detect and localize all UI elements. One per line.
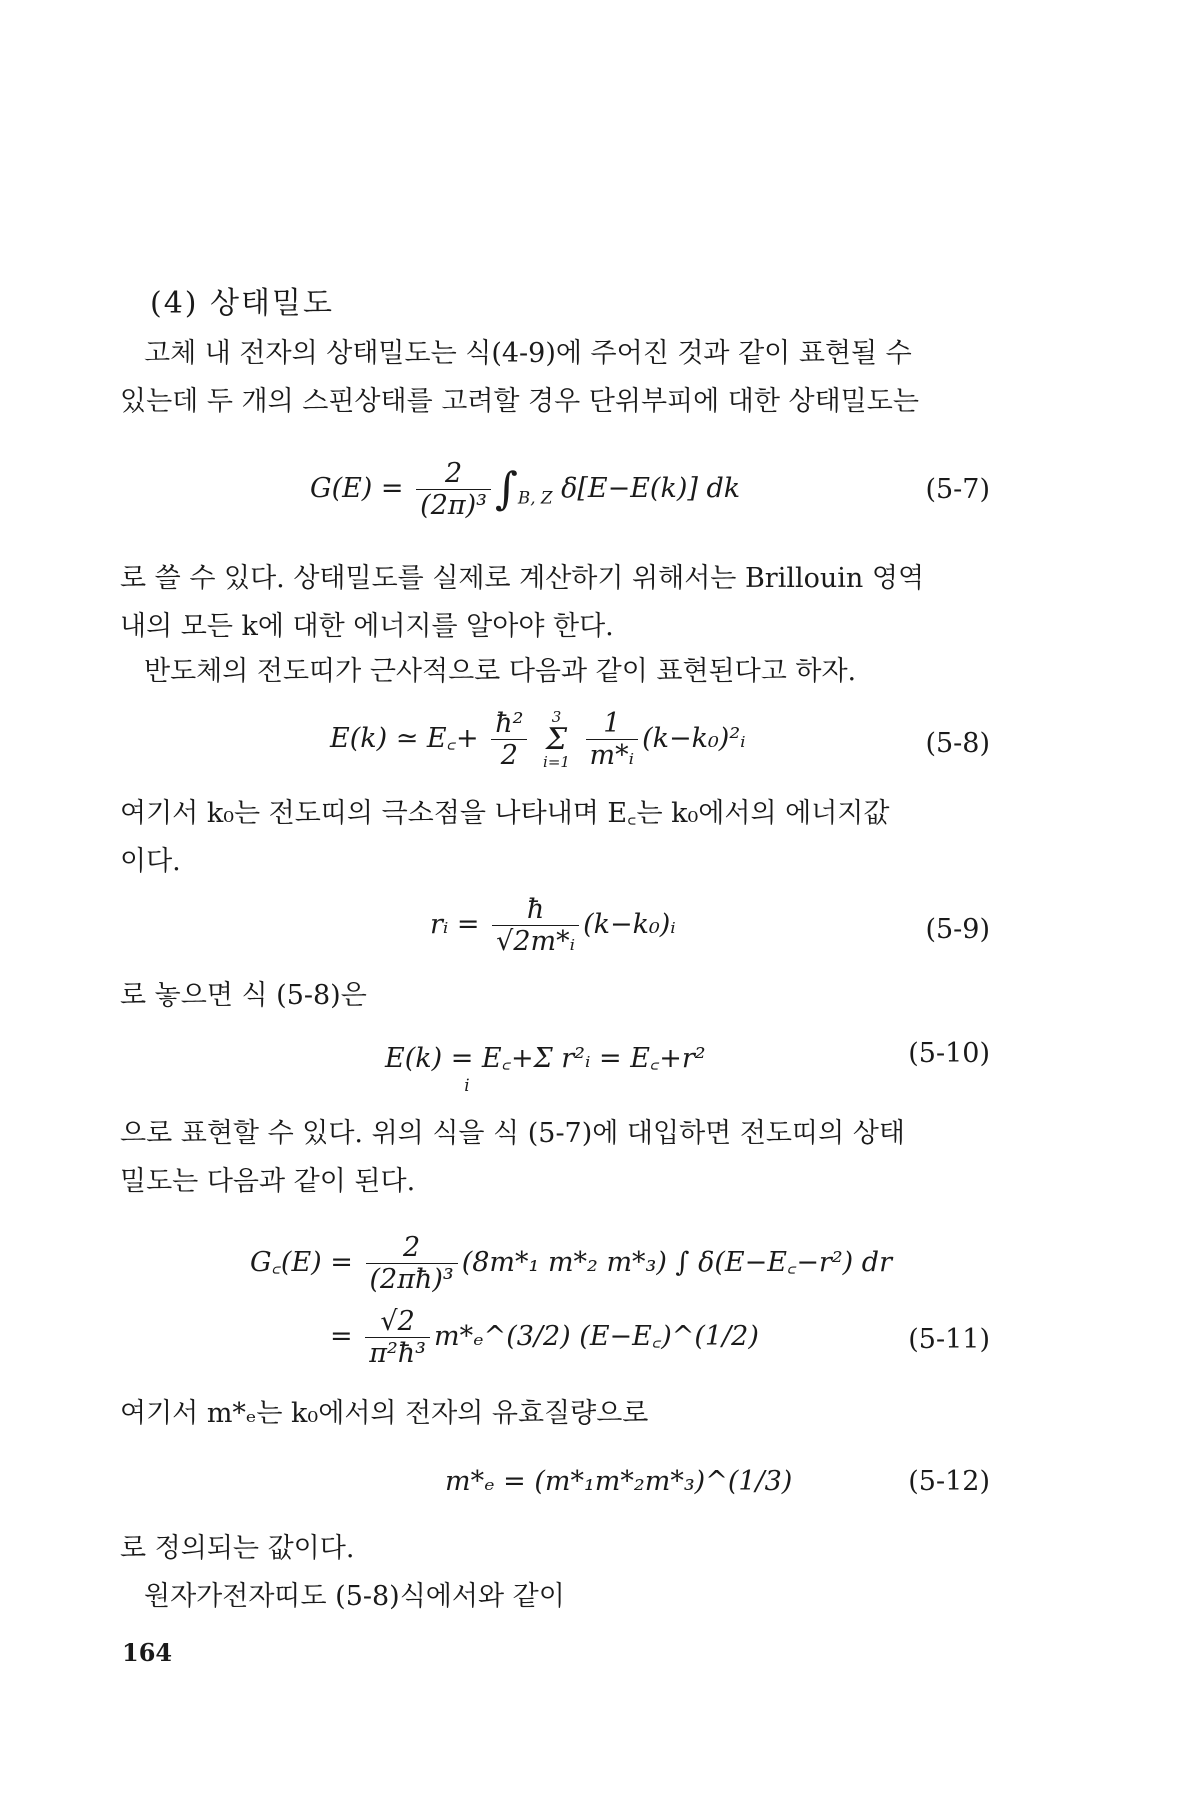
equation-5-8 — [0, 702, 1200, 782]
paragraph-5 — [120, 972, 1010, 1020]
eq-tail: m*ₑ^(3/2) (E−E꜀)^(1/2) — [434, 1321, 759, 1353]
eq-fraction — [491, 708, 527, 771]
eq-lhs: G(E) = — [310, 473, 404, 505]
fraction-denominator: (2πħ)³ — [369, 1264, 454, 1296]
fraction-denominator: 2 — [500, 740, 518, 772]
text-line: 로 정의되는 값이다. — [120, 1533, 355, 1564]
equation-5-12 — [0, 1462, 1200, 1522]
eq-fraction — [416, 458, 491, 521]
text-line: 로 쓸 수 있다. 상태밀도를 실제로 계산하기 위해서는 Brillouin 영역 — [120, 563, 925, 594]
eq-integrand: δ[E−E(k)] dk — [561, 473, 741, 505]
equation-label: (5-8) — [925, 728, 990, 759]
fraction-numerator: 2 — [416, 458, 491, 490]
equation-5-11-line1 — [0, 1228, 1200, 1298]
fraction-denominator: (2π)³ — [420, 490, 487, 522]
fraction-numerator: ħ — [492, 894, 579, 926]
text-line: 밀도는 다음과 같이 된다. — [120, 1166, 416, 1197]
text-line: 여기서 m*ₑ는 k₀에서의 전자의 유효질량으로 — [120, 1398, 649, 1429]
equation-5-9 — [0, 890, 1200, 970]
eq-lhs: = — [330, 1321, 353, 1353]
eq-lhs: rᵢ = — [430, 909, 480, 941]
paragraph-3 — [120, 648, 1010, 696]
integral-domain: B, Z — [517, 487, 553, 508]
eq-fraction — [586, 708, 639, 771]
equation-5-11-line2 — [0, 1302, 1200, 1372]
section-title: (4) 상태밀도 — [150, 286, 334, 321]
eq-fraction — [492, 894, 579, 957]
paragraph-7 — [120, 1390, 1010, 1438]
page-number: 164 — [122, 1638, 173, 1667]
paragraph-2 — [120, 555, 1010, 651]
integral-sign: ∫ — [494, 463, 518, 515]
fraction-denominator: √2m*ᵢ — [496, 926, 576, 958]
text-line: 있는데 두 개의 스핀상태를 고려할 경우 단위부피에 대한 상태밀도는 — [120, 386, 919, 417]
eq-body: m*ₑ = (m*₁m*₂m*₃)^(1/3) — [445, 1466, 793, 1497]
equation-5-7 — [0, 452, 1200, 522]
sum-lower: i=1 — [543, 752, 570, 771]
equation-5-10 — [0, 1036, 1200, 1096]
fraction-numerator: √2 — [365, 1306, 430, 1338]
fraction-denominator: π²ħ³ — [369, 1338, 427, 1370]
equation-label: (5-12) — [908, 1466, 990, 1497]
fraction-numerator: ħ² — [491, 708, 527, 740]
eq-tail: (k−k₀)ᵢ — [583, 909, 676, 941]
eq-body: E(k) = E꜀+Σ r²ᵢ = E꜀+r² — [385, 1043, 706, 1074]
text-line: 로 놓으면 식 (5-8)은 — [120, 980, 367, 1011]
fraction-denominator: m*ᵢ — [589, 740, 635, 772]
text-line: 고체 내 전자의 상태밀도는 식(4-9)에 주어진 것과 같이 표현될 수 — [144, 338, 912, 369]
fraction-numerator: 2 — [366, 1232, 458, 1264]
eq-fraction — [365, 1306, 430, 1369]
eq-fraction — [366, 1232, 458, 1295]
text-line: 반도체의 전도띠가 근사적으로 다음과 같이 표현된다고 하자. — [144, 656, 857, 687]
equation-label: (5-10) — [908, 1038, 990, 1069]
eq-lhs: E(k) ≃ E꜀+ — [330, 723, 479, 755]
text-line: 이다. — [120, 846, 181, 877]
text-line: 여기서 k₀는 전도띠의 극소점을 나타내며 E꜀는 k₀에서의 에너지값 — [120, 798, 890, 829]
paragraph-4 — [120, 790, 1010, 886]
sum-lower: i — [464, 1075, 470, 1096]
text-line: 으로 표현할 수 있다. 위의 식을 식 (5-7)에 대입하면 전도띠의 상태 — [120, 1118, 905, 1149]
paragraph-6 — [120, 1110, 1010, 1206]
text-line: 원자가전자띠도 (5-8)식에서와 같이 — [144, 1581, 565, 1612]
fraction-numerator: 1 — [586, 708, 639, 740]
text-line: 내의 모든 k에 대한 에너지를 알아야 한다. — [120, 611, 614, 642]
paragraph-1 — [120, 330, 1010, 426]
equation-label: (5-11) — [908, 1324, 990, 1355]
eq-tail: (k−k₀)²ᵢ — [642, 723, 746, 755]
sum-upper: 3 — [551, 707, 562, 726]
sigma-sign: Σ — [545, 721, 568, 757]
eq-lhs: G꜀(E) = — [250, 1247, 353, 1279]
equation-label: (5-7) — [925, 474, 990, 505]
summation — [543, 707, 570, 771]
equation-label: (5-9) — [925, 914, 990, 945]
paragraph-8 — [120, 1525, 1010, 1621]
eq-tail: (8m*₁ m*₂ m*₃) ∫ δ(E−E꜀−r²) dr — [461, 1247, 892, 1279]
